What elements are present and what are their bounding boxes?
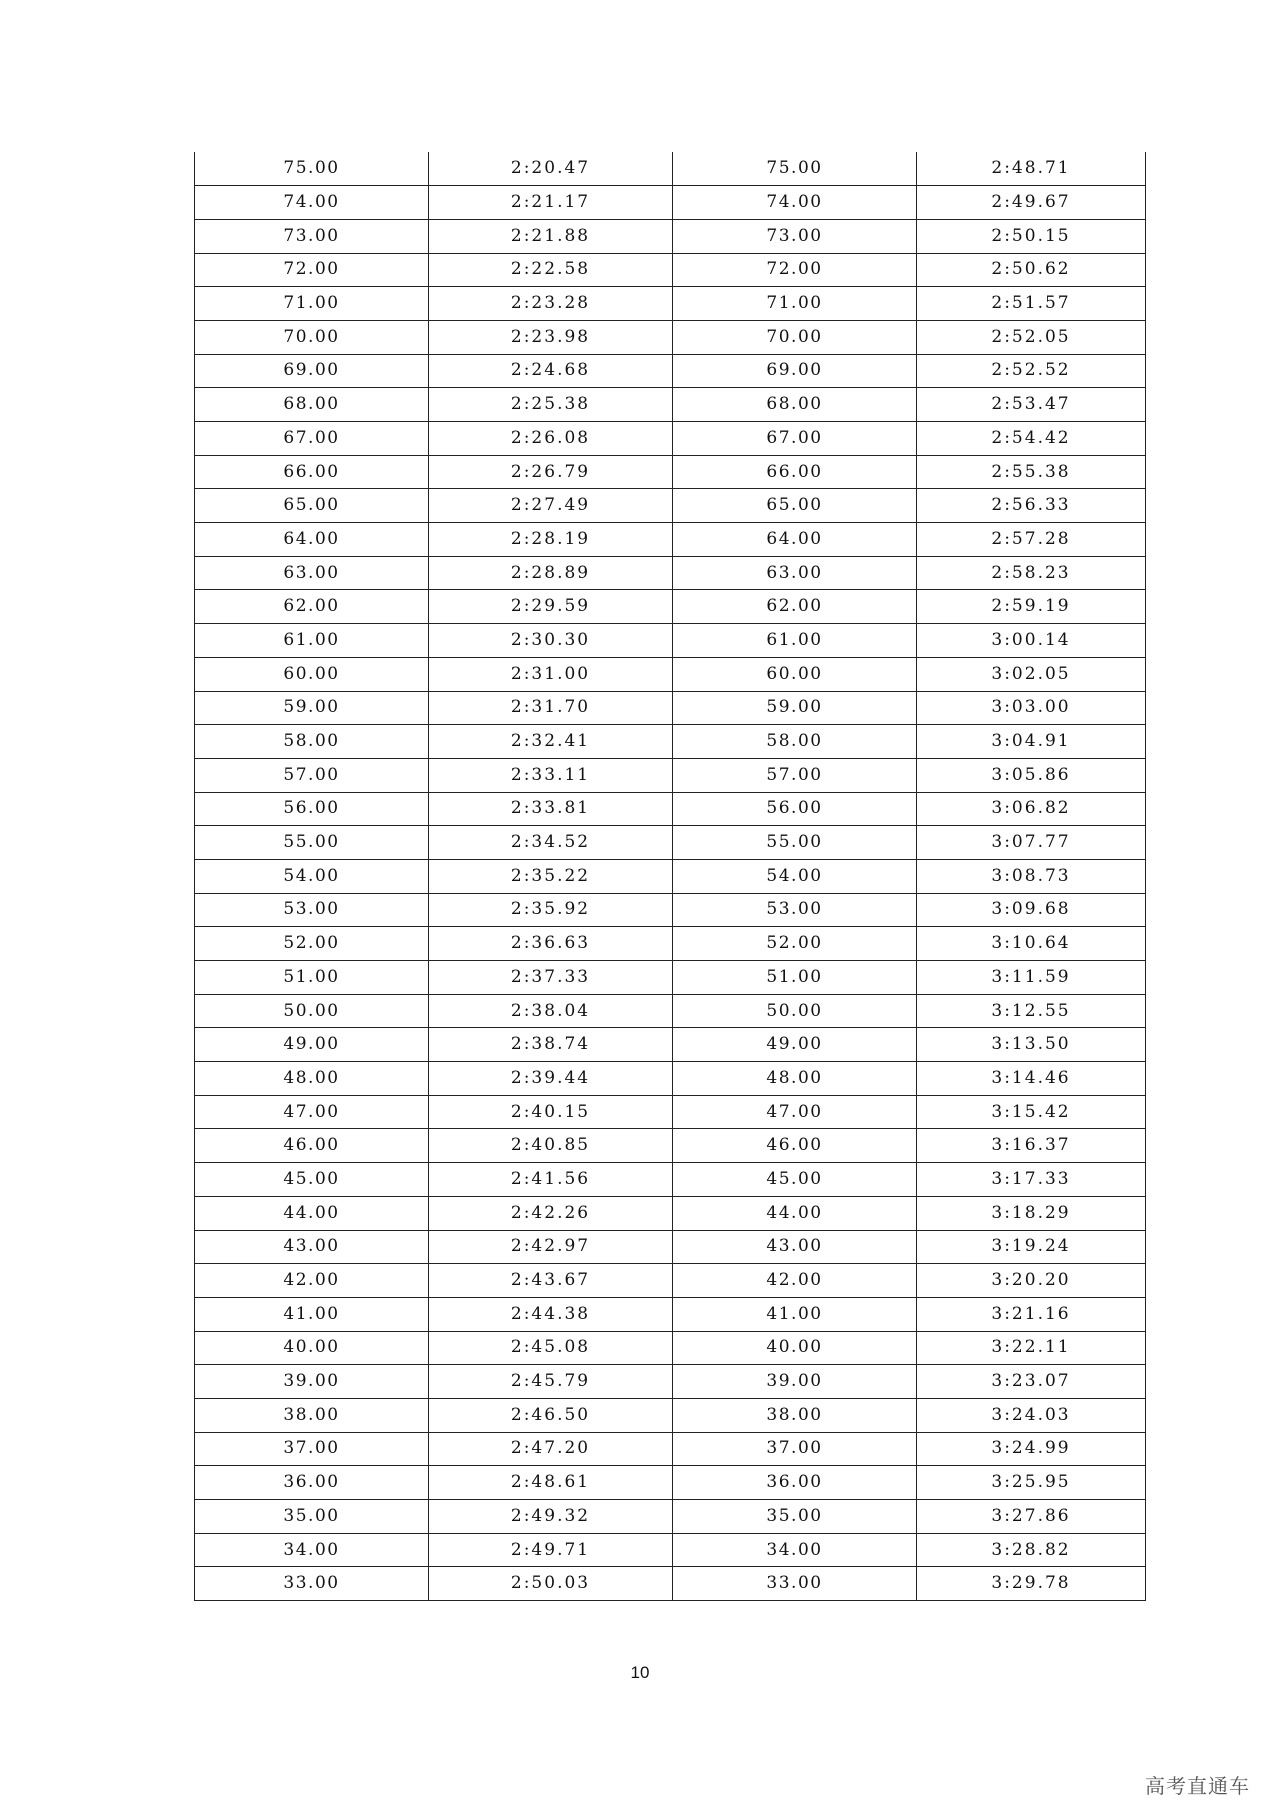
time-cell: 3:06.82 bbox=[917, 792, 1146, 826]
time-cell: 2:21.17 bbox=[429, 186, 673, 220]
score-cell: 33.00 bbox=[673, 1567, 917, 1601]
score-cell: 70.00 bbox=[673, 320, 917, 354]
score-cell: 48.00 bbox=[673, 1062, 917, 1096]
time-cell: 2:58.23 bbox=[917, 556, 1146, 590]
table-row bbox=[195, 1163, 1146, 1197]
time-cell: 2:49.67 bbox=[917, 186, 1146, 220]
time-cell: 3:29.78 bbox=[917, 1567, 1146, 1601]
score-cell: 62.00 bbox=[195, 590, 429, 624]
table-row bbox=[195, 1095, 1146, 1129]
table-row bbox=[195, 657, 1146, 691]
table-row bbox=[195, 152, 1146, 186]
time-cell: 2:52.52 bbox=[917, 354, 1146, 388]
score-cell: 65.00 bbox=[673, 489, 917, 523]
time-cell: 3:13.50 bbox=[917, 1028, 1146, 1062]
time-cell: 2:54.42 bbox=[917, 422, 1146, 456]
score-cell: 75.00 bbox=[673, 152, 917, 186]
score-cell: 48.00 bbox=[195, 1062, 429, 1096]
time-cell: 2:28.19 bbox=[429, 523, 673, 557]
time-cell: 2:22.58 bbox=[429, 253, 673, 287]
time-cell: 2:31.70 bbox=[429, 691, 673, 725]
score-cell: 74.00 bbox=[673, 186, 917, 220]
score-cell: 55.00 bbox=[673, 826, 917, 860]
table-row bbox=[195, 1365, 1146, 1399]
time-cell: 2:35.92 bbox=[429, 893, 673, 927]
page-number: 10 bbox=[630, 1663, 650, 1682]
time-cell: 3:27.86 bbox=[917, 1500, 1146, 1534]
time-cell: 2:55.38 bbox=[917, 455, 1146, 489]
time-cell: 2:53.47 bbox=[917, 388, 1146, 422]
time-cell: 3:19.24 bbox=[917, 1230, 1146, 1264]
table-row bbox=[195, 523, 1146, 557]
time-cell: 3:02.05 bbox=[917, 657, 1146, 691]
time-cell: 3:24.03 bbox=[917, 1398, 1146, 1432]
time-cell: 2:49.32 bbox=[429, 1500, 673, 1534]
time-cell: 3:08.73 bbox=[917, 859, 1146, 893]
score-cell: 53.00 bbox=[673, 893, 917, 927]
time-cell: 2:35.22 bbox=[429, 859, 673, 893]
time-cell: 2:33.81 bbox=[429, 792, 673, 826]
time-cell: 2:23.98 bbox=[429, 320, 673, 354]
score-cell: 56.00 bbox=[673, 792, 917, 826]
score-cell: 39.00 bbox=[673, 1365, 917, 1399]
score-cell: 52.00 bbox=[195, 927, 429, 961]
table-row bbox=[195, 320, 1146, 354]
time-cell: 3:23.07 bbox=[917, 1365, 1146, 1399]
time-cell: 2:42.26 bbox=[429, 1196, 673, 1230]
score-cell: 53.00 bbox=[195, 893, 429, 927]
time-cell: 2:39.44 bbox=[429, 1062, 673, 1096]
time-cell: 2:31.00 bbox=[429, 657, 673, 691]
score-cell: 52.00 bbox=[673, 927, 917, 961]
time-cell: 3:03.00 bbox=[917, 691, 1146, 725]
score-cell: 56.00 bbox=[195, 792, 429, 826]
score-cell: 75.00 bbox=[195, 152, 429, 186]
score-conversion-table bbox=[194, 152, 1146, 1601]
score-cell: 61.00 bbox=[673, 624, 917, 658]
table-row bbox=[195, 1297, 1146, 1331]
score-cell: 34.00 bbox=[673, 1533, 917, 1567]
table-row bbox=[195, 186, 1146, 220]
table-row bbox=[195, 792, 1146, 826]
time-cell: 2:48.71 bbox=[917, 152, 1146, 186]
time-cell: 3:07.77 bbox=[917, 826, 1146, 860]
score-cell: 33.00 bbox=[195, 1567, 429, 1601]
score-cell: 71.00 bbox=[673, 287, 917, 321]
score-cell: 45.00 bbox=[195, 1163, 429, 1197]
score-cell: 71.00 bbox=[195, 287, 429, 321]
table-row bbox=[195, 1466, 1146, 1500]
table-row bbox=[195, 422, 1146, 456]
time-cell: 2:40.85 bbox=[429, 1129, 673, 1163]
watermark-logo-text: 高考直通车 bbox=[1145, 1774, 1250, 1798]
time-cell: 2:59.19 bbox=[917, 590, 1146, 624]
score-cell: 34.00 bbox=[195, 1533, 429, 1567]
table-row bbox=[195, 1533, 1146, 1567]
time-cell: 2:37.33 bbox=[429, 961, 673, 995]
table-row bbox=[195, 994, 1146, 1028]
score-cell: 43.00 bbox=[673, 1230, 917, 1264]
time-cell: 2:36.63 bbox=[429, 927, 673, 961]
time-cell: 2:40.15 bbox=[429, 1095, 673, 1129]
score-cell: 62.00 bbox=[673, 590, 917, 624]
time-cell: 2:45.79 bbox=[429, 1365, 673, 1399]
score-cell: 57.00 bbox=[673, 758, 917, 792]
score-cell: 43.00 bbox=[195, 1230, 429, 1264]
score-cell: 73.00 bbox=[195, 219, 429, 253]
table-row bbox=[195, 219, 1146, 253]
table-row bbox=[195, 455, 1146, 489]
score-cell: 72.00 bbox=[673, 253, 917, 287]
time-cell: 3:25.95 bbox=[917, 1466, 1146, 1500]
time-cell: 2:21.88 bbox=[429, 219, 673, 253]
time-cell: 2:29.59 bbox=[429, 590, 673, 624]
table-row bbox=[195, 1230, 1146, 1264]
score-cell: 42.00 bbox=[673, 1264, 917, 1298]
table-row bbox=[195, 927, 1146, 961]
time-cell: 2:25.38 bbox=[429, 388, 673, 422]
score-cell: 73.00 bbox=[673, 219, 917, 253]
time-cell: 2:32.41 bbox=[429, 725, 673, 759]
score-cell: 41.00 bbox=[195, 1297, 429, 1331]
time-cell: 3:00.14 bbox=[917, 624, 1146, 658]
score-cell: 54.00 bbox=[673, 859, 917, 893]
time-cell: 2:57.28 bbox=[917, 523, 1146, 557]
score-cell: 70.00 bbox=[195, 320, 429, 354]
score-cell: 57.00 bbox=[195, 758, 429, 792]
table-body bbox=[195, 152, 1146, 1601]
score-cell: 60.00 bbox=[673, 657, 917, 691]
score-cell: 61.00 bbox=[195, 624, 429, 658]
score-cell: 44.00 bbox=[673, 1196, 917, 1230]
time-cell: 2:52.05 bbox=[917, 320, 1146, 354]
score-cell: 44.00 bbox=[195, 1196, 429, 1230]
table-row bbox=[195, 758, 1146, 792]
table-row bbox=[195, 287, 1146, 321]
time-cell: 3:28.82 bbox=[917, 1533, 1146, 1567]
table-row bbox=[195, 489, 1146, 523]
score-cell: 65.00 bbox=[195, 489, 429, 523]
score-cell: 37.00 bbox=[195, 1432, 429, 1466]
time-cell: 2:43.67 bbox=[429, 1264, 673, 1298]
score-cell: 38.00 bbox=[673, 1398, 917, 1432]
score-cell: 46.00 bbox=[195, 1129, 429, 1163]
table-row bbox=[195, 556, 1146, 590]
time-cell: 2:38.04 bbox=[429, 994, 673, 1028]
table-row bbox=[195, 624, 1146, 658]
score-cell: 49.00 bbox=[673, 1028, 917, 1062]
time-cell: 3:10.64 bbox=[917, 927, 1146, 961]
score-cell: 47.00 bbox=[673, 1095, 917, 1129]
time-cell: 2:26.08 bbox=[429, 422, 673, 456]
score-cell: 49.00 bbox=[195, 1028, 429, 1062]
table-row bbox=[195, 1264, 1146, 1298]
score-cell: 35.00 bbox=[195, 1500, 429, 1534]
table-row bbox=[195, 961, 1146, 995]
time-cell: 2:48.61 bbox=[429, 1466, 673, 1500]
table-row bbox=[195, 1129, 1146, 1163]
time-cell: 3:16.37 bbox=[917, 1129, 1146, 1163]
score-cell: 54.00 bbox=[195, 859, 429, 893]
time-cell: 2:50.62 bbox=[917, 253, 1146, 287]
table-row bbox=[195, 1196, 1146, 1230]
time-cell: 3:09.68 bbox=[917, 893, 1146, 927]
score-cell: 42.00 bbox=[195, 1264, 429, 1298]
score-cell: 51.00 bbox=[195, 961, 429, 995]
time-cell: 2:34.52 bbox=[429, 826, 673, 860]
score-cell: 55.00 bbox=[195, 826, 429, 860]
score-cell: 51.00 bbox=[673, 961, 917, 995]
score-cell: 59.00 bbox=[673, 691, 917, 725]
time-cell: 2:28.89 bbox=[429, 556, 673, 590]
score-cell: 69.00 bbox=[673, 354, 917, 388]
score-cell: 60.00 bbox=[195, 657, 429, 691]
table-row bbox=[195, 1398, 1146, 1432]
time-cell: 3:14.46 bbox=[917, 1062, 1146, 1096]
score-cell: 40.00 bbox=[195, 1331, 429, 1365]
score-cell: 67.00 bbox=[673, 422, 917, 456]
table-row bbox=[195, 590, 1146, 624]
time-cell: 3:18.29 bbox=[917, 1196, 1146, 1230]
table-row bbox=[195, 388, 1146, 422]
score-cell: 36.00 bbox=[195, 1466, 429, 1500]
time-cell: 2:50.03 bbox=[429, 1567, 673, 1601]
time-cell: 3:05.86 bbox=[917, 758, 1146, 792]
score-cell: 68.00 bbox=[673, 388, 917, 422]
score-cell: 68.00 bbox=[195, 388, 429, 422]
score-cell: 36.00 bbox=[673, 1466, 917, 1500]
time-cell: 2:45.08 bbox=[429, 1331, 673, 1365]
time-cell: 3:17.33 bbox=[917, 1163, 1146, 1197]
time-cell: 2:33.11 bbox=[429, 758, 673, 792]
time-cell: 2:20.47 bbox=[429, 152, 673, 186]
time-cell: 2:46.50 bbox=[429, 1398, 673, 1432]
time-cell: 2:41.56 bbox=[429, 1163, 673, 1197]
table-row bbox=[195, 1432, 1146, 1466]
table-row bbox=[195, 725, 1146, 759]
time-cell: 3:04.91 bbox=[917, 725, 1146, 759]
time-cell: 2:47.20 bbox=[429, 1432, 673, 1466]
score-cell: 38.00 bbox=[195, 1398, 429, 1432]
time-cell: 2:38.74 bbox=[429, 1028, 673, 1062]
score-cell: 64.00 bbox=[195, 523, 429, 557]
time-cell: 3:21.16 bbox=[917, 1297, 1146, 1331]
score-cell: 69.00 bbox=[195, 354, 429, 388]
score-cell: 72.00 bbox=[195, 253, 429, 287]
time-cell: 2:49.71 bbox=[429, 1533, 673, 1567]
time-cell: 2:56.33 bbox=[917, 489, 1146, 523]
time-cell: 3:15.42 bbox=[917, 1095, 1146, 1129]
score-cell: 50.00 bbox=[673, 994, 917, 1028]
score-cell: 63.00 bbox=[195, 556, 429, 590]
time-cell: 2:24.68 bbox=[429, 354, 673, 388]
table-row bbox=[195, 253, 1146, 287]
time-cell: 2:30.30 bbox=[429, 624, 673, 658]
score-cell: 46.00 bbox=[673, 1129, 917, 1163]
score-cell: 66.00 bbox=[673, 455, 917, 489]
time-cell: 3:24.99 bbox=[917, 1432, 1146, 1466]
score-cell: 39.00 bbox=[195, 1365, 429, 1399]
score-cell: 74.00 bbox=[195, 186, 429, 220]
table-row bbox=[195, 893, 1146, 927]
score-cell: 66.00 bbox=[195, 455, 429, 489]
table-row bbox=[195, 1062, 1146, 1096]
table-row bbox=[195, 859, 1146, 893]
table-row bbox=[195, 354, 1146, 388]
time-cell: 2:44.38 bbox=[429, 1297, 673, 1331]
time-cell: 3:22.11 bbox=[917, 1331, 1146, 1365]
score-cell: 67.00 bbox=[195, 422, 429, 456]
score-cell: 40.00 bbox=[673, 1331, 917, 1365]
score-cell: 58.00 bbox=[673, 725, 917, 759]
time-cell: 2:27.49 bbox=[429, 489, 673, 523]
table-row bbox=[195, 1500, 1146, 1534]
score-cell: 64.00 bbox=[673, 523, 917, 557]
time-cell: 2:23.28 bbox=[429, 287, 673, 321]
score-cell: 45.00 bbox=[673, 1163, 917, 1197]
time-cell: 2:26.79 bbox=[429, 455, 673, 489]
table-row bbox=[195, 1028, 1146, 1062]
table-row bbox=[195, 691, 1146, 725]
score-cell: 50.00 bbox=[195, 994, 429, 1028]
table-row bbox=[195, 1567, 1146, 1601]
score-cell: 58.00 bbox=[195, 725, 429, 759]
score-cell: 63.00 bbox=[673, 556, 917, 590]
table-row bbox=[195, 1331, 1146, 1365]
time-cell: 3:12.55 bbox=[917, 994, 1146, 1028]
time-cell: 3:11.59 bbox=[917, 961, 1146, 995]
score-cell: 35.00 bbox=[673, 1500, 917, 1534]
time-cell: 2:51.57 bbox=[917, 287, 1146, 321]
table-row bbox=[195, 826, 1146, 860]
score-cell: 47.00 bbox=[195, 1095, 429, 1129]
score-cell: 41.00 bbox=[673, 1297, 917, 1331]
time-cell: 2:42.97 bbox=[429, 1230, 673, 1264]
score-cell: 37.00 bbox=[673, 1432, 917, 1466]
time-cell: 3:20.20 bbox=[917, 1264, 1146, 1298]
score-cell: 59.00 bbox=[195, 691, 429, 725]
time-cell: 2:50.15 bbox=[917, 219, 1146, 253]
